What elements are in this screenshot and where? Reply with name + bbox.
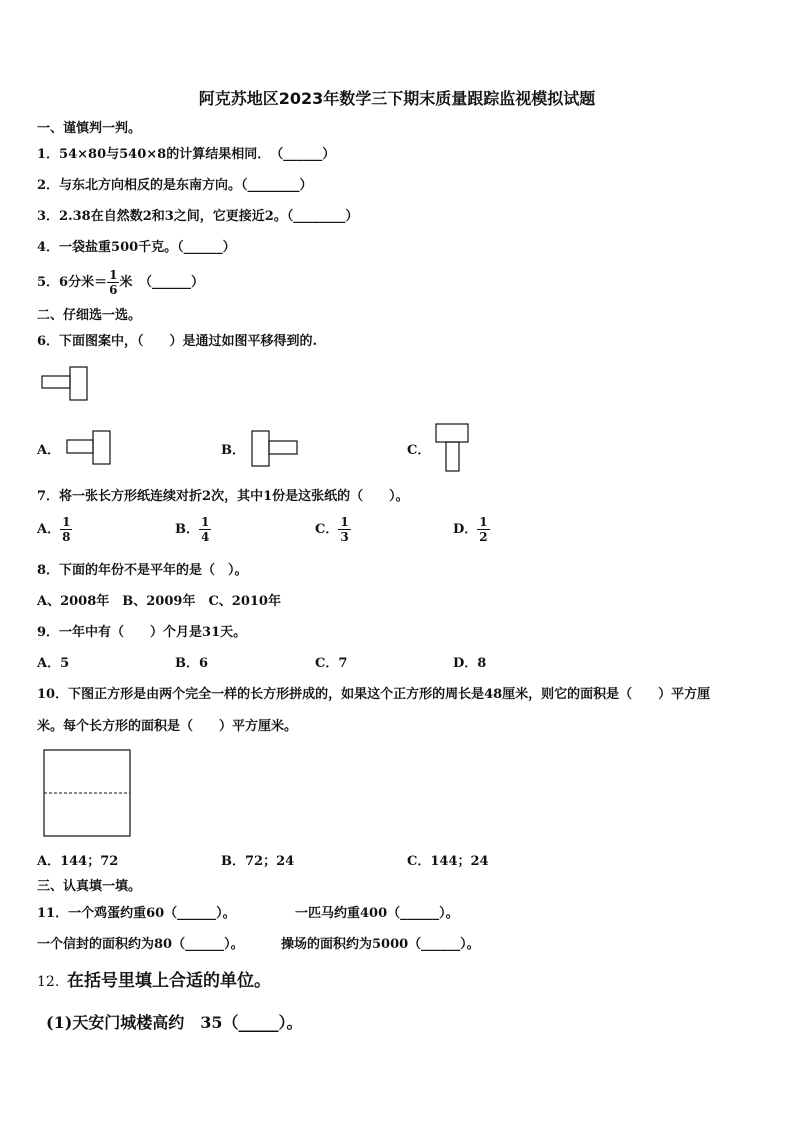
question-5-suffix: 米 （______）: [119, 274, 204, 290]
question-12-sub1: (1)天安门城楼高约 35（_____）。: [46, 1013, 303, 1032]
fraction-numerator: 1: [479, 515, 488, 529]
q10-option-a: A．144；72: [37, 854, 119, 869]
option-fraction: [338, 515, 350, 544]
q7-option-a: [37, 515, 72, 544]
option-label: B．: [175, 521, 199, 537]
q7-option-c: [315, 515, 351, 544]
question-11-part1: 11．一个鸡蛋约重60（______）。: [37, 906, 236, 921]
section-judge-heading: 一、谨慎判一判。: [37, 121, 142, 136]
fraction-denominator: 8: [62, 530, 71, 544]
q10-option-c: C．144；24: [407, 854, 489, 869]
reference-shape-figure: [40, 366, 92, 402]
fraction-denominator: 3: [340, 530, 349, 544]
question-2: 2．与东北方向相反的是东南方向。（________）: [37, 178, 313, 193]
option-label: D．: [453, 521, 478, 537]
fraction-numerator: 1: [340, 515, 349, 529]
question-8: 8．下面的年份不是平年的是（ ）。: [37, 563, 248, 578]
fraction-numerator: 1: [62, 515, 71, 529]
page-title: 阿克苏地区2023年数学三下期末质量跟踪监视模拟试题: [198, 89, 596, 108]
q8-options: A、2008年 B、2009年 C、2010年: [37, 594, 281, 609]
fraction-numerator: 1: [109, 268, 118, 282]
section-fill-heading: 三、认真填一填。: [37, 879, 142, 894]
section-choice-heading: 二、仔细选一选。: [37, 308, 142, 323]
question-3: 3．2.38在自然数2和3之间，它更接近2。（________）: [37, 209, 359, 224]
q9-option-a: A．5: [37, 656, 70, 671]
q9-option-c: C．7: [315, 656, 348, 671]
q10-option-b: B．72；24: [221, 854, 295, 869]
question-4: 4．一袋盐重500千克。（______）: [37, 240, 236, 255]
fraction-denominator: 2: [479, 530, 488, 544]
fraction-denominator: 4: [201, 530, 210, 544]
option-fraction: [477, 515, 489, 544]
q6-option-b-label: B．: [221, 443, 245, 458]
option-fraction: [199, 515, 211, 544]
question-10-line2: 米。每个长方形的面积是（ ）平方厘米。: [37, 719, 298, 734]
question-6: 6．下面图案中，（ ）是通过如图平移得到的.: [37, 334, 318, 349]
q6-option-b-figure: [250, 430, 302, 468]
question-7: 7．将一张长方形纸连续对折2次，其中1份是这张纸的（ ）。: [37, 489, 409, 504]
question-5: [37, 268, 204, 297]
question-11-part4: 操场的面积约为5000（______）。: [281, 937, 480, 952]
question-5-fraction: [107, 268, 119, 297]
question-12-text: 在括号里填上合适的单位。: [67, 971, 271, 991]
fraction-numerator: 1: [201, 515, 210, 529]
q6-option-a-figure: [65, 430, 115, 466]
option-fraction: [60, 515, 72, 544]
q9-option-d: D．8: [453, 656, 487, 671]
question-11-part2: 一匹马约重400（______）。: [295, 906, 459, 921]
question-1: 1．54×80与540×8的计算结果相同． （______）: [37, 147, 336, 162]
q6-option-c-figure: [434, 422, 472, 474]
question-9: 9．一年中有（ ）个月是31天。: [37, 625, 247, 640]
fraction-denominator: 6: [109, 283, 118, 297]
question-5-prefix: 5．6分米＝: [37, 274, 108, 290]
question-11-part3: 一个信封的面积约为80（______）。: [37, 937, 244, 952]
square-split-figure: [43, 749, 133, 839]
option-label: C．: [315, 521, 339, 537]
q6-option-c-label: C．: [407, 443, 431, 458]
q7-option-d: [453, 515, 490, 544]
q7-option-b: [175, 515, 211, 544]
question-12-number: 12.: [37, 974, 60, 990]
option-label: A．: [37, 521, 61, 537]
question-10-line1: 10．下图正方形是由两个完全一样的长方形拼成的，如果这个正方形的周长是48厘米，则它的面积是（ ）平方厘: [37, 687, 711, 702]
q6-option-a-label: A．: [37, 443, 61, 458]
q9-option-b: B．6: [175, 656, 209, 671]
